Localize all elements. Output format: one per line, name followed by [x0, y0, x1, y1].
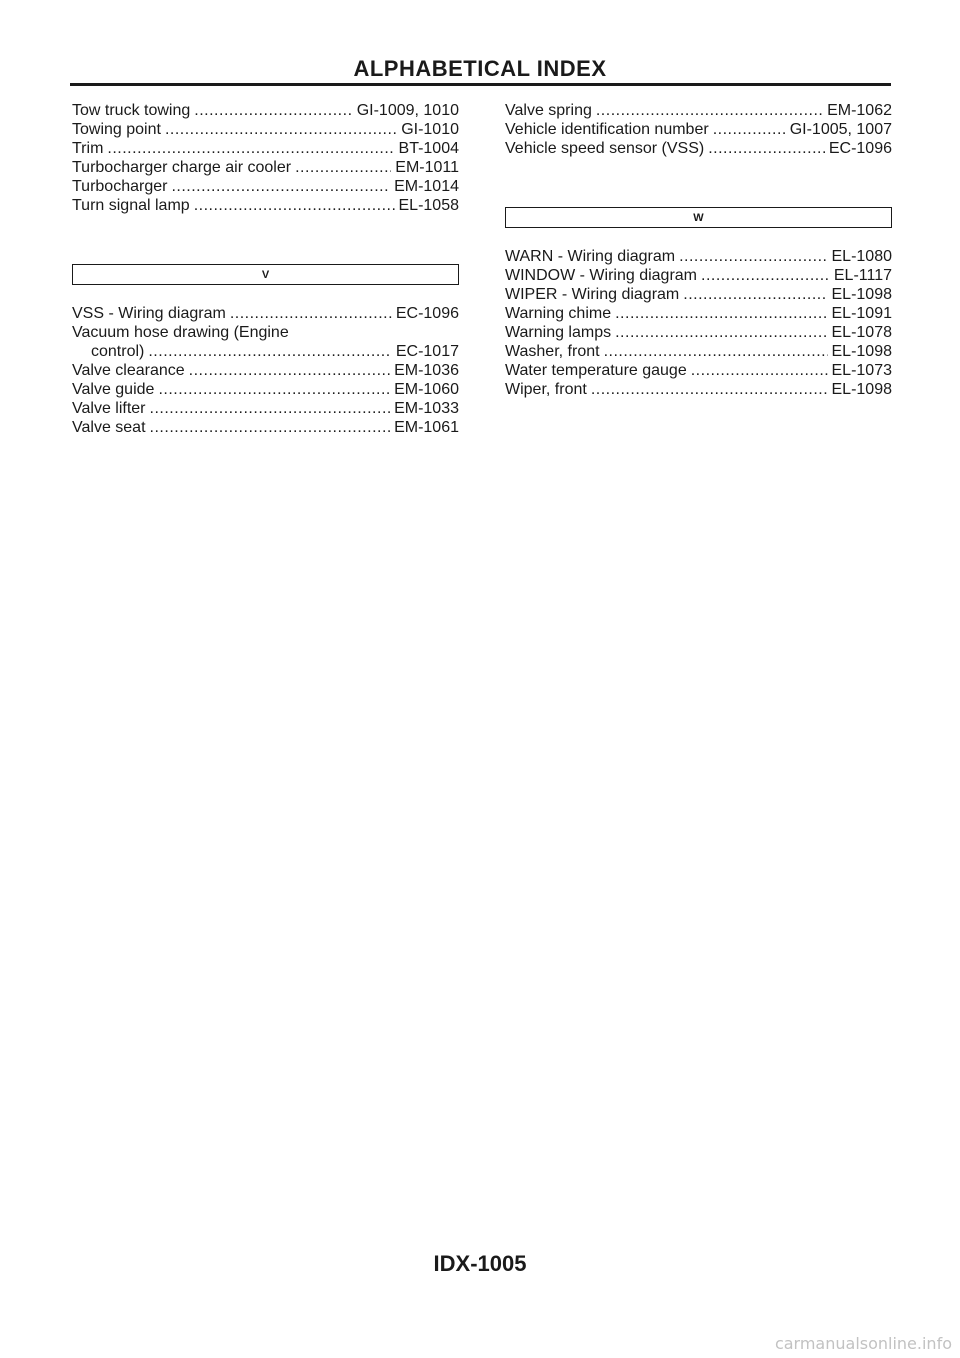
index-term: Valve lifter — [72, 400, 146, 417]
index-entry — [72, 158, 459, 177]
index-entry — [72, 139, 459, 158]
dot-leader — [150, 399, 391, 418]
index-term: Vacuum hose drawing (Engine — [72, 324, 289, 341]
page-number: IDX-1005 — [433, 1251, 527, 1276]
index-entry — [505, 380, 892, 399]
index-term: Vehicle identification number — [505, 121, 709, 138]
section-letter-v: V — [72, 264, 459, 285]
page-reference: EL-1080 — [831, 248, 892, 265]
index-term: WINDOW - Wiring diagram — [505, 267, 698, 284]
page-reference: EM-1033 — [394, 400, 459, 417]
index-entry — [72, 361, 459, 380]
index-entry — [505, 101, 892, 120]
index-term: Warning lamps — [505, 324, 612, 341]
page-reference: EM-1062 — [827, 102, 892, 119]
index-entry — [505, 304, 892, 323]
dot-leader — [194, 196, 395, 215]
page-reference: EM-1011 — [395, 159, 459, 176]
dot-leader — [708, 139, 825, 158]
index-column-left — [72, 101, 459, 437]
index-column-right — [505, 101, 892, 399]
index-term: WIPER - Wiring diagram — [505, 286, 680, 303]
dot-leader — [295, 158, 391, 177]
index-entry — [505, 323, 892, 342]
dot-leader — [189, 361, 390, 380]
dot-leader — [150, 418, 391, 437]
page-reference: GI-1005, 1007 — [789, 121, 892, 138]
index-term: Tow truck towing — [72, 102, 191, 119]
index-term: Towing point — [72, 121, 161, 138]
page-reference: GI-1009, 1010 — [356, 102, 459, 119]
index-term: Vehicle speed sensor (VSS) — [505, 140, 705, 157]
page-reference: EL-1078 — [831, 324, 892, 341]
dot-leader — [615, 323, 827, 342]
index-term: Valve seat — [72, 419, 146, 436]
page-reference: EL-1098 — [831, 381, 892, 398]
page-reference: EM-1014 — [394, 178, 459, 195]
index-entry — [72, 101, 459, 120]
index-entry — [72, 196, 459, 215]
page-reference: EM-1060 — [394, 381, 459, 398]
index-entry — [72, 323, 459, 342]
index-entry-continuation — [72, 342, 459, 361]
section-letter-w: W — [505, 207, 892, 228]
watermark: carmanualsonline.info — [774, 1334, 952, 1353]
index-entry — [72, 120, 459, 139]
dot-leader — [604, 342, 828, 361]
index-term: Turbocharger — [72, 178, 168, 195]
dot-leader — [713, 120, 786, 139]
index-term: Warning chime — [505, 305, 612, 322]
page-reference: EC-1096 — [828, 140, 892, 157]
page-reference: EL-1058 — [398, 197, 459, 214]
dot-leader — [591, 380, 828, 399]
page-reference: EL-1091 — [831, 305, 892, 322]
index-term: VSS - Wiring diagram — [72, 305, 226, 322]
index-entry — [505, 266, 892, 285]
index-entry — [72, 177, 459, 196]
index-term: WARN - Wiring diagram — [505, 248, 676, 265]
dot-leader — [148, 342, 391, 361]
dot-leader — [230, 304, 392, 323]
dot-leader — [158, 380, 390, 399]
page-reference: EM-1061 — [394, 419, 459, 436]
page-reference: EL-1073 — [831, 362, 892, 379]
index-term: control) — [91, 343, 145, 360]
index-entry — [72, 380, 459, 399]
index-term: Washer, front — [505, 343, 600, 360]
index-entry — [505, 139, 892, 158]
dot-leader — [171, 177, 390, 196]
dot-leader — [691, 361, 828, 380]
index-term: Turn signal lamp — [72, 197, 190, 214]
index-term: Trim — [72, 140, 104, 157]
index-entry — [72, 304, 459, 323]
dot-leader — [107, 139, 394, 158]
page-reference: GI-1010 — [401, 121, 459, 138]
index-term: Turbocharger charge air cooler — [72, 159, 292, 176]
index-entry — [72, 418, 459, 437]
index-term: Valve guide — [72, 381, 155, 398]
page-reference: EL-1098 — [831, 286, 892, 303]
page-reference: EL-1117 — [833, 267, 892, 284]
dot-leader — [194, 101, 352, 120]
dot-leader — [165, 120, 397, 139]
page-reference: BT-1004 — [398, 140, 459, 157]
index-entry — [505, 247, 892, 266]
dot-leader — [701, 266, 830, 285]
page-reference: EC-1017 — [395, 343, 459, 360]
header-divider — [70, 83, 891, 86]
page-title: ALPHABETICAL INDEX — [353, 56, 607, 81]
index-term: Valve clearance — [72, 362, 185, 379]
index-entry — [505, 361, 892, 380]
page-reference: EL-1098 — [831, 343, 892, 360]
page-reference: EM-1036 — [394, 362, 459, 379]
dot-leader — [679, 247, 827, 266]
dot-leader — [615, 304, 827, 323]
index-term: Valve spring — [505, 102, 592, 119]
index-entry — [505, 342, 892, 361]
index-entry — [72, 399, 459, 418]
index-entry — [505, 120, 892, 139]
index-entry — [505, 285, 892, 304]
dot-leader — [683, 285, 827, 304]
index-term: Wiper, front — [505, 381, 587, 398]
index-term: Water temperature gauge — [505, 362, 687, 379]
page-reference: EC-1096 — [395, 305, 459, 322]
dot-leader — [596, 101, 823, 120]
